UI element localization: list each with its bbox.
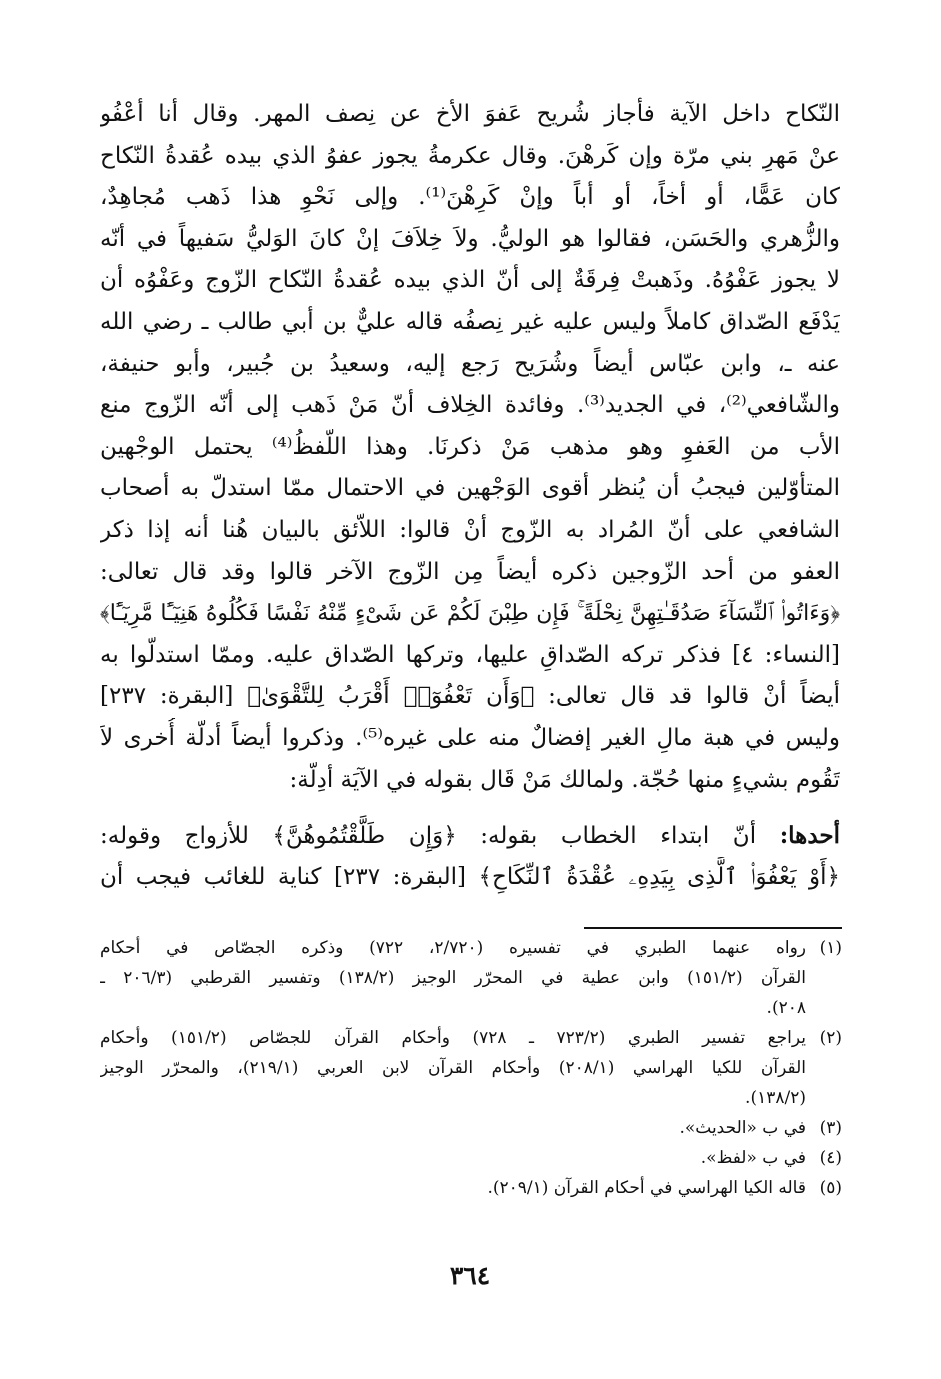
footnote — [100, 933, 842, 1023]
page-number: ٣٦٤ — [449, 1261, 491, 1290]
main-text — [100, 94, 840, 898]
footnote-line: قاله الكيا الهراسي في أحكام القرآن (٢٠٩/١). — [487, 1178, 806, 1198]
paragraph-gap — [100, 801, 840, 815]
text-line: النّكاح داخل الآية فأجاز شُريح عَفوَ الأخ عن نِصف المهر. وقال أنا أعْفُو — [100, 101, 840, 127]
footnote — [100, 1143, 842, 1173]
footnote-number: (٣) — [819, 1118, 842, 1138]
text-line: والشّافعي⁽²⁾، في الجديد⁽³⁾. وفائدة الخِلاف أنّ مَنْ ذَهب إلى أنّه الزّوج منع — [100, 392, 840, 419]
text-line: عنه ـ، وابن عبّاس أيضاً وشُرَيح رَجع إليه، وسعيدُ بن جُبير، وأبو حنيفة، — [100, 350, 840, 377]
footnote-number: (٢) — [819, 1028, 842, 1048]
text-line: أيضاً أنْ قالوا قد قال تعالى: ﴿وَأَن تَعْفُوٓا۟ أَقْرَبُ لِلتَّقْوَىٰ﴾ [البقرة: ٢٣٧] — [100, 683, 840, 710]
paragraph-lead: أحدها: — [779, 822, 840, 850]
footnote-line: في ب «لفظ». — [700, 1148, 806, 1168]
footnote-number: (٤) — [819, 1148, 842, 1168]
footnote — [100, 1113, 842, 1143]
footnote-line: رواه عنهما الطبري في تفسيره (٢/٧٢٠، ٧٢٢) وذكره الجصّاص في أحكام — [100, 938, 806, 958]
footnote — [100, 1173, 842, 1203]
text-line-content: أنّ ابتداء الخطاب بقوله: ﴿وَإِن طَلَّقْتُمُوهُنَّ﴾ للأزواج وقوله: — [100, 823, 757, 850]
text-line-para2 — [100, 815, 840, 857]
text-line: عنْ مَهرِ بني مرّة وإن كَرهْنَ. وقال عكرمةُ يجوز عفوُ الذي بيده عُقدةُ النّكاح — [100, 142, 840, 169]
footnote-line: القرآن (١٥١/٢) وابن عطية في المحرّر الوجيز (١٣٨/٢) وتفسير القرطبي (٢٠٦/٣ ـ — [100, 968, 806, 988]
footnote-line: القرآن للكيا الهراسي (٢٠٨/١) وأحكام القرآن لابن العربي (٢١٩/١)، والمحرّر الوجيز — [100, 1058, 806, 1078]
text-line: الشافعي على أنّ المُراد به الزّوج أنْ قالوا: اللاّئق بالبيان هُنا أنه إذا ذكر — [100, 516, 840, 543]
text-line: المتأوّلين فيجبُ أن يُنظر أقوى الوَجْهين في الاحتمال ممّا استدلّ به أصحاب — [100, 475, 840, 502]
quran-verse-line: ﴿وَءَاتُوا۟ ٱلنِّسَآءَ صَدُقَـٰتِهِنَّ نِحْلَةً ۚ فَإِن طِبْنَ لَكُمْ عَن شَىْءٍ مِّنْهُ نَفْسًا فَكُلُوهُ هَنِيٓـًٔا مَّرِيٓـًٔا﴾ — [100, 601, 840, 627]
footnote-number: (١) — [819, 938, 842, 958]
footnote-line: (١٣٨/٢). — [745, 1088, 806, 1108]
text-line: ﴿أَوْ يَعْفُوَا۟ ٱلَّذِى بِيَدِهِۦ عُقْدَةُ ٱلنِّكَاحِ﴾ [البقرة: ٢٣٧] كناية للغائب فيجب أن — [100, 863, 840, 890]
text-line: [النساء: ٤] فذكر تركه الصّداقِ عليها، وتركها الصّداق عليه. وممّا استدلّوا به — [100, 641, 840, 668]
text-line: لا يجوز عَفْوُهُ. وذَهبتْ فِرقَةٌ إلى أنّ الذي بيده عُقدةُ النّكاح الزّوج وعَفْوُه أن — [100, 267, 840, 294]
footnote-line: في ب «الحديث». — [679, 1118, 806, 1138]
text-line: تَقُوم بشيءٍ منها حُجّة. ولمالك مَنْ قَال بقوله في الآيَة أدِلّة: — [289, 766, 840, 793]
footnote — [100, 1023, 842, 1113]
footnote-line: ٢٠٨). — [766, 998, 806, 1018]
text-line: العفو من أحد الزّوجين ذكره أيضاً مِن الزّوج الآخر قالوا وقد قال تعالى: — [100, 558, 840, 585]
footnotes — [100, 933, 842, 1203]
footnote-number: (٥) — [819, 1178, 842, 1198]
text-line: يَدْفَع الصّداق كاملاً وليس عليه غير نِصفُه قاله عليٌّ بن أبي طالب ـ رضي الله — [100, 308, 840, 335]
text-line: كان عَمًّا، أو أخاً، أو أباً وإنْ كَرِهْنَ⁽¹⁾. وإلى نَحْوِ هذا ذَهب مُجاهِدٌ، — [100, 184, 840, 211]
footnote-separator — [584, 927, 842, 929]
footnote-line: يراجع تفسير الطبري (٧٢٣/٢ ـ ٧٢٨) وأحكام القرآن للجصّاص (١٥١/٢) وأحكام — [100, 1028, 806, 1048]
text-line: والزُّهري والحَسَن، فقالوا هو الوليُّ. ولاَ خِلاَفَ إنْ كانَ الوَليُّ سَفيهاً في أنّه — [100, 225, 840, 252]
text-line: الأب من العَفوِ وهو مذهب مَنْ ذكرنَا. وهذا اللّفظُ⁽⁴⁾ يحتمل الوجْهين — [100, 433, 840, 460]
text-line: وليس في هبة مالِ الغير إفضالٌ منه على غيره⁽⁵⁾. وذكروا أيضاً أدلّة أُخرى لاَ — [100, 724, 840, 751]
